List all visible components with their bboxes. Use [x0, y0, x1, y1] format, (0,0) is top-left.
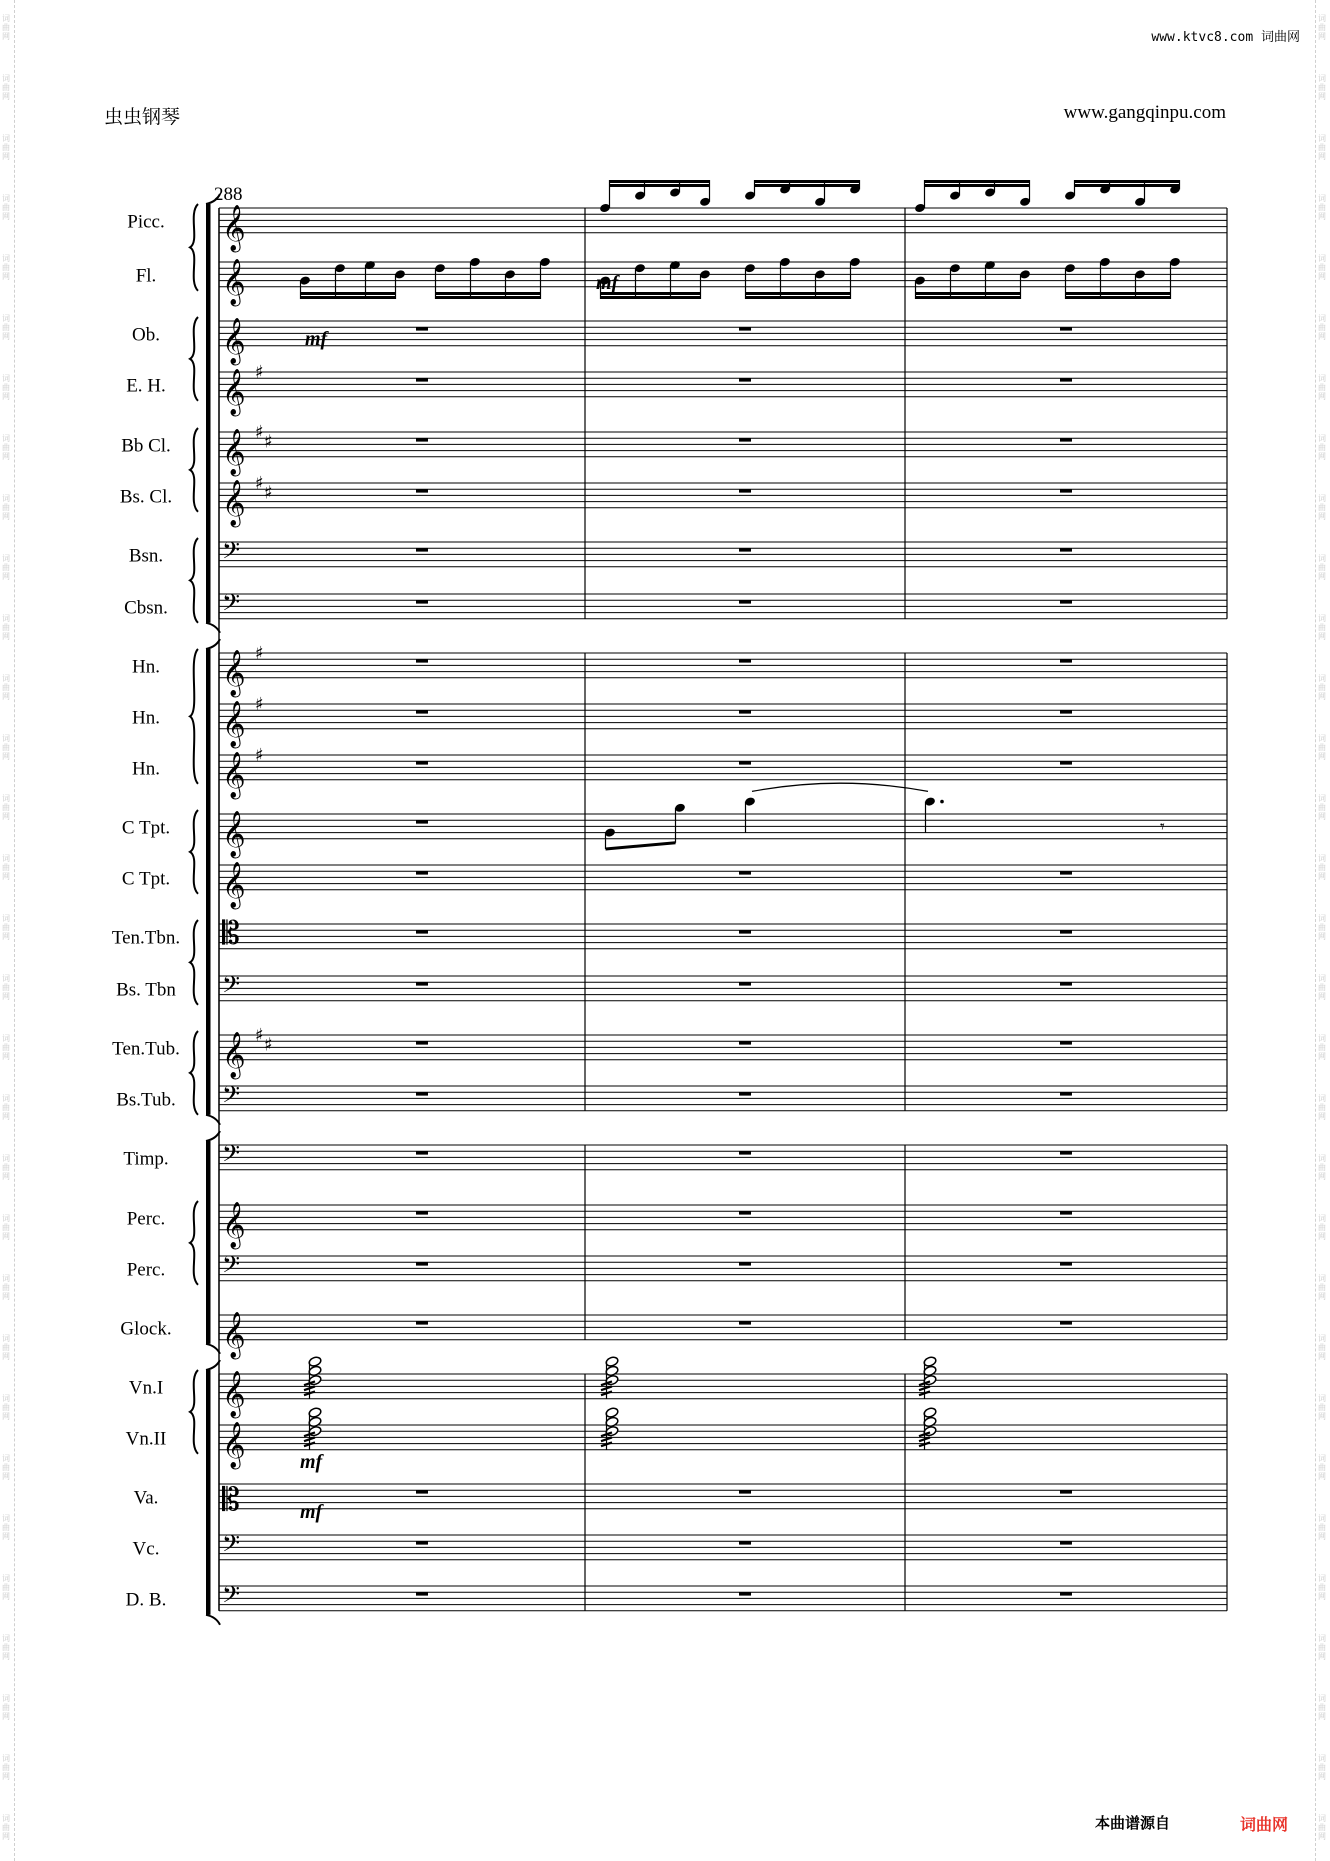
augmentation-dot — [940, 800, 944, 804]
treble-clef-icon: 𝄞 — [222, 368, 246, 415]
side-watermark-mark: 词曲网 — [1318, 1394, 1326, 1421]
treble-clef-icon: 𝄞 — [222, 1311, 246, 1358]
side-watermark-mark: 词曲网 — [1318, 1814, 1326, 1841]
whole-rest-icon — [739, 1592, 751, 1595]
staff-brace — [190, 428, 198, 512]
beam — [601, 296, 701, 299]
beam — [301, 296, 396, 299]
instrument-label-5: Bs. Cl. — [119, 486, 173, 508]
whole-rest-icon — [416, 489, 428, 492]
beam — [1066, 292, 1171, 295]
side-watermark-mark: 词曲网 — [1318, 1574, 1326, 1601]
bracket-hook — [206, 623, 220, 633]
whole-rest-icon — [739, 438, 751, 441]
treble-clef-icon: 𝄞 — [222, 479, 246, 526]
side-watermark-mark: 词曲网 — [1318, 914, 1326, 941]
instrument-label-13: Ten.Tbn. — [111, 927, 181, 949]
group-bracket — [206, 649, 211, 1115]
treble-clef-icon: 𝄞 — [222, 1031, 246, 1078]
staff-brace — [190, 204, 198, 291]
side-watermark-mark: 词曲网 — [1318, 74, 1326, 101]
side-watermark-mark: 词曲网 — [1318, 1274, 1326, 1301]
instrument-label-23: Va. — [133, 1487, 159, 1509]
sharp-icon: ♯ — [255, 1025, 264, 1046]
side-watermark-mark: 词曲网 — [2, 494, 10, 521]
whole-rest-icon — [416, 378, 428, 381]
beam — [436, 292, 541, 295]
side-watermark-mark: 词曲网 — [2, 1274, 10, 1301]
whole-rest-icon — [1060, 327, 1072, 330]
instrument-label-8: Hn. — [132, 656, 160, 678]
instrument-label-20: Glock. — [120, 1318, 172, 1340]
instrument-label-25: D. B. — [125, 1589, 167, 1611]
whole-rest-icon — [739, 489, 751, 492]
side-watermark-mark: 词曲网 — [1318, 194, 1326, 221]
instrument-label-16: Bs.Tub. — [116, 1089, 176, 1111]
side-watermark-mark: 词曲网 — [2, 974, 10, 1001]
whole-rest-icon — [739, 871, 751, 874]
treble-clef-icon: 𝄞 — [222, 1201, 246, 1248]
whole-rest-icon — [416, 982, 428, 985]
bracket-hook — [206, 1344, 220, 1354]
side-watermark-mark: 词曲网 — [1318, 494, 1326, 521]
beam — [1075, 184, 1180, 187]
treble-clef-icon: 𝄞 — [222, 258, 246, 305]
whole-rest-icon — [1060, 600, 1072, 603]
bass-clef-icon: 𝄢 — [222, 588, 241, 622]
beam — [925, 180, 1030, 183]
side-watermark-mark: 词曲网 — [1318, 1334, 1326, 1361]
side-watermark-mark: 词曲网 — [2, 1214, 10, 1241]
treble-clef-icon: 𝄞 — [222, 700, 246, 747]
beam — [606, 843, 676, 849]
whole-rest-icon — [416, 1092, 428, 1095]
whole-rest-icon — [1060, 982, 1072, 985]
whole-rest-icon — [1060, 710, 1072, 713]
side-watermark-mark: 词曲网 — [1318, 794, 1326, 821]
instrument-label-22: Vn.II — [125, 1428, 167, 1450]
whole-rest-icon — [416, 1211, 428, 1214]
treble-clef-icon: 𝄞 — [222, 751, 246, 798]
beam — [755, 184, 860, 187]
side-watermark-mark: 词曲网 — [2, 674, 10, 701]
whole-rest-icon — [1060, 1262, 1072, 1265]
side-watermark-mark: 词曲网 — [1318, 434, 1326, 461]
treble-clef-icon: 𝄞 — [222, 1370, 246, 1417]
beam — [755, 180, 860, 183]
side-watermark-mark: 词曲网 — [2, 914, 10, 941]
side-watermark-mark: 词曲网 — [2, 434, 10, 461]
whole-rest-icon — [416, 1262, 428, 1265]
instrument-label-24: Vc. — [132, 1538, 160, 1560]
side-watermark-mark: 词曲网 — [2, 1694, 10, 1721]
whole-rest-icon — [1060, 548, 1072, 551]
whole-rest-icon — [416, 548, 428, 551]
instrument-label-11: C Tpt. — [121, 817, 171, 839]
whole-rest-icon — [1060, 378, 1072, 381]
c-clef-icon: 𝄡 — [222, 914, 240, 953]
bracket-hook — [206, 1131, 220, 1141]
dynamic-marking: mf — [305, 328, 328, 350]
side-watermark-mark: 词曲网 — [1318, 1454, 1326, 1481]
beam — [746, 292, 851, 295]
treble-clef-icon: 𝄞 — [222, 810, 246, 857]
instrument-label-2: Ob. — [132, 324, 160, 346]
side-watermark-mark: 词曲网 — [1318, 134, 1326, 161]
whole-rest-icon — [1060, 1490, 1072, 1493]
bass-clef-icon: 𝄢 — [222, 970, 241, 1004]
side-watermark-mark: 词曲网 — [2, 374, 10, 401]
whole-rest-icon — [1060, 1041, 1072, 1044]
side-watermark-mark: 词曲网 — [2, 134, 10, 161]
whole-rest-icon — [739, 930, 751, 933]
bass-clef-icon: 𝄢 — [222, 1250, 241, 1284]
instrument-label-18: Perc. — [126, 1208, 166, 1230]
instrument-label-19: Perc. — [126, 1259, 166, 1281]
whole-rest-icon — [739, 1041, 751, 1044]
top-url-cn[interactable]: 词曲网 — [1260, 30, 1300, 45]
header-left-title: 虫虫钢琴 — [104, 106, 181, 128]
whole-rest-icon — [416, 600, 428, 603]
whole-rest-icon — [416, 1490, 428, 1493]
whole-rest-icon — [1060, 930, 1072, 933]
instrument-label-7: Cbsn. — [124, 597, 168, 619]
side-watermark-mark: 词曲网 — [2, 254, 10, 281]
side-watermark-mark: 词曲网 — [2, 1454, 10, 1481]
whole-rest-icon — [416, 1041, 428, 1044]
sharp-icon: ♯ — [255, 694, 264, 715]
eighth-rest-icon: 𝄾 — [1160, 816, 1165, 838]
staff-brace — [190, 1370, 198, 1454]
treble-clef-icon: 𝄞 — [222, 861, 246, 908]
bracket-hook — [206, 1615, 220, 1625]
whole-rest-icon — [739, 1541, 751, 1544]
side-watermark-mark: 词曲网 — [2, 14, 10, 41]
instrument-label-4: Bb Cl. — [121, 435, 171, 457]
whole-rest-icon — [1060, 489, 1072, 492]
footer-source: 本曲谱源自 — [1095, 1814, 1171, 1832]
whole-rest-icon — [416, 1541, 428, 1544]
group-bracket — [206, 204, 211, 623]
header-right-url[interactable]: www.gangqinpu.com — [1063, 102, 1226, 123]
instrument-label-12: C Tpt. — [121, 868, 171, 890]
sharp-icon: ♯ — [255, 422, 264, 443]
dynamic-marking: mf — [596, 272, 619, 294]
bracket-hook — [206, 1115, 220, 1125]
side-watermark-mark: 词曲网 — [1318, 1094, 1326, 1121]
side-watermark-mark: 词曲网 — [1318, 1514, 1326, 1541]
group-bracket — [206, 1141, 211, 1344]
whole-rest-icon — [416, 761, 428, 764]
instrument-label-0: Picc. — [127, 211, 165, 233]
whole-rest-icon — [739, 1211, 751, 1214]
side-watermark-mark: 词曲网 — [1318, 374, 1326, 401]
staff-brace — [190, 810, 198, 894]
whole-rest-icon — [416, 1151, 428, 1154]
bass-clef-icon: 𝄢 — [222, 1080, 241, 1114]
side-watermark-mark: 词曲网 — [1318, 314, 1326, 341]
side-watermark-mark: 词曲网 — [2, 614, 10, 641]
whole-rest-icon — [416, 930, 428, 933]
whole-rest-icon — [1060, 1541, 1072, 1544]
side-watermark-mark: 词曲网 — [2, 1634, 10, 1661]
sharp-icon: ♯ — [264, 1034, 273, 1056]
instrument-label-1: Fl. — [135, 265, 157, 287]
whole-rest-icon — [739, 1092, 751, 1095]
whole-rest-icon — [739, 982, 751, 985]
sharp-icon: ♯ — [255, 473, 264, 494]
side-watermark-mark: 词曲网 — [1318, 254, 1326, 281]
beam — [610, 184, 710, 187]
side-watermark-mark: 词曲网 — [2, 794, 10, 821]
whole-rest-icon — [416, 327, 428, 330]
whole-rest-icon — [739, 327, 751, 330]
bass-clef-icon: 𝄢 — [222, 536, 241, 570]
whole-rest-icon — [739, 710, 751, 713]
slur — [752, 783, 928, 791]
instrument-label-21: Vn.I — [128, 1377, 164, 1399]
instrument-label-14: Bs. Tbn — [116, 979, 176, 1001]
top-url-text[interactable]: www.ktvc8.com — [1151, 30, 1254, 45]
side-watermark-mark: 词曲网 — [2, 1394, 10, 1421]
bracket-hook — [206, 1360, 220, 1370]
treble-clef-icon: 𝄞 — [222, 428, 246, 475]
whole-rest-icon — [739, 659, 751, 662]
whole-rest-icon — [416, 710, 428, 713]
treble-clef-icon: 𝄞 — [222, 1421, 246, 1468]
side-watermark-mark: 词曲网 — [1318, 1694, 1326, 1721]
side-watermark-mark: 词曲网 — [1318, 554, 1326, 581]
side-watermark-mark: 词曲网 — [1318, 1154, 1326, 1181]
beam — [916, 296, 1021, 299]
treble-clef-icon: 𝄞 — [222, 649, 246, 696]
bass-clef-icon: 𝄢 — [222, 1529, 241, 1563]
staff-brace — [190, 920, 198, 1005]
side-watermark-mark: 词曲网 — [2, 1754, 10, 1781]
side-watermark-mark: 词曲网 — [2, 554, 10, 581]
side-watermark-mark: 词曲网 — [2, 1094, 10, 1121]
beam — [301, 292, 396, 295]
side-watermark-mark: 词曲网 — [1318, 734, 1326, 761]
footer-site[interactable]: 词曲网 — [1240, 1815, 1289, 1834]
whole-rest-icon — [416, 820, 428, 823]
beam — [1075, 180, 1180, 183]
staff-brace — [190, 649, 198, 784]
staff-brace — [190, 317, 198, 401]
whole-rest-icon — [1060, 1321, 1072, 1324]
staff-brace — [190, 538, 198, 623]
whole-rest-icon — [1060, 1592, 1072, 1595]
whole-rest-icon — [739, 1321, 751, 1324]
sharp-icon: ♯ — [264, 431, 273, 453]
whole-rest-icon — [1060, 1211, 1072, 1214]
group-bracket — [206, 1370, 211, 1615]
whole-rest-icon — [416, 659, 428, 662]
whole-rest-icon — [739, 1490, 751, 1493]
c-clef-icon: 𝄡 — [222, 1480, 240, 1519]
instrument-label-15: Ten.Tub. — [112, 1038, 180, 1060]
whole-rest-icon — [416, 1592, 428, 1595]
whole-rest-icon — [1060, 871, 1072, 874]
instrument-label-10: Hn. — [132, 758, 160, 780]
side-watermark-mark: 词曲网 — [1318, 1634, 1326, 1661]
side-watermark-mark: 词曲网 — [2, 74, 10, 101]
whole-rest-icon — [416, 1321, 428, 1324]
dynamic-marking: mf — [300, 1501, 323, 1523]
side-watermark-mark: 词曲网 — [1318, 14, 1326, 41]
instrument-label-17: Timp. — [123, 1148, 169, 1170]
side-watermark-mark: 词曲网 — [2, 1514, 10, 1541]
side-watermark-mark: 词曲网 — [2, 734, 10, 761]
whole-rest-icon — [1060, 1151, 1072, 1154]
beam — [436, 296, 541, 299]
treble-clef-icon: 𝄞 — [222, 317, 246, 364]
bracket-hook — [206, 639, 220, 649]
staff-brace — [190, 1201, 198, 1285]
staff-brace — [190, 1031, 198, 1115]
whole-rest-icon — [739, 378, 751, 381]
bass-clef-icon: 𝄢 — [222, 1580, 241, 1614]
side-watermark-mark: 词曲网 — [2, 1154, 10, 1181]
whole-rest-icon — [1060, 761, 1072, 764]
side-watermark-mark: 词曲网 — [1318, 1214, 1326, 1241]
whole-rest-icon — [1060, 1092, 1072, 1095]
beam — [1066, 296, 1171, 299]
side-watermark-mark: 词曲网 — [2, 1034, 10, 1061]
whole-rest-icon — [739, 1151, 751, 1154]
side-watermark-mark: 词曲网 — [1318, 1034, 1326, 1061]
instrument-label-3: E. H. — [126, 375, 166, 397]
side-watermark-mark: 词曲网 — [1318, 1754, 1326, 1781]
instrument-label-6: Bsn. — [128, 545, 164, 567]
treble-clef-icon: 𝄞 — [222, 204, 246, 251]
side-watermark-mark: 词曲网 — [2, 194, 10, 221]
sharp-icon: ♯ — [255, 643, 264, 664]
side-watermark-mark: 词曲网 — [2, 1814, 10, 1841]
beam — [610, 180, 710, 183]
sharp-icon: ♯ — [264, 482, 273, 504]
dynamic-marking: mf — [300, 1451, 323, 1473]
side-watermark-mark: 词曲网 — [1318, 614, 1326, 641]
beam — [916, 292, 1021, 295]
bass-clef-icon: 𝄢 — [222, 1139, 241, 1173]
whole-rest-icon — [416, 871, 428, 874]
whole-rest-icon — [739, 600, 751, 603]
instrument-label-9: Hn. — [132, 707, 160, 729]
beam — [746, 296, 851, 299]
sharp-icon: ♯ — [255, 362, 264, 383]
whole-rest-icon — [1060, 659, 1072, 662]
measure-number: 288 — [214, 184, 243, 205]
side-watermark-mark: 词曲网 — [1318, 974, 1326, 1001]
side-watermark-mark: 词曲网 — [2, 1334, 10, 1361]
side-watermark-mark: 词曲网 — [2, 854, 10, 881]
side-watermark-mark: 词曲网 — [1318, 674, 1326, 701]
sharp-icon: ♯ — [255, 745, 264, 766]
side-watermark-mark: 词曲网 — [2, 1574, 10, 1601]
beam — [925, 184, 1030, 187]
side-watermark-mark: 词曲网 — [1318, 854, 1326, 881]
whole-rest-icon — [739, 761, 751, 764]
side-watermark-mark: 词曲网 — [2, 314, 10, 341]
whole-rest-icon — [1060, 438, 1072, 441]
whole-rest-icon — [416, 438, 428, 441]
whole-rest-icon — [739, 548, 751, 551]
whole-rest-icon — [739, 1262, 751, 1265]
